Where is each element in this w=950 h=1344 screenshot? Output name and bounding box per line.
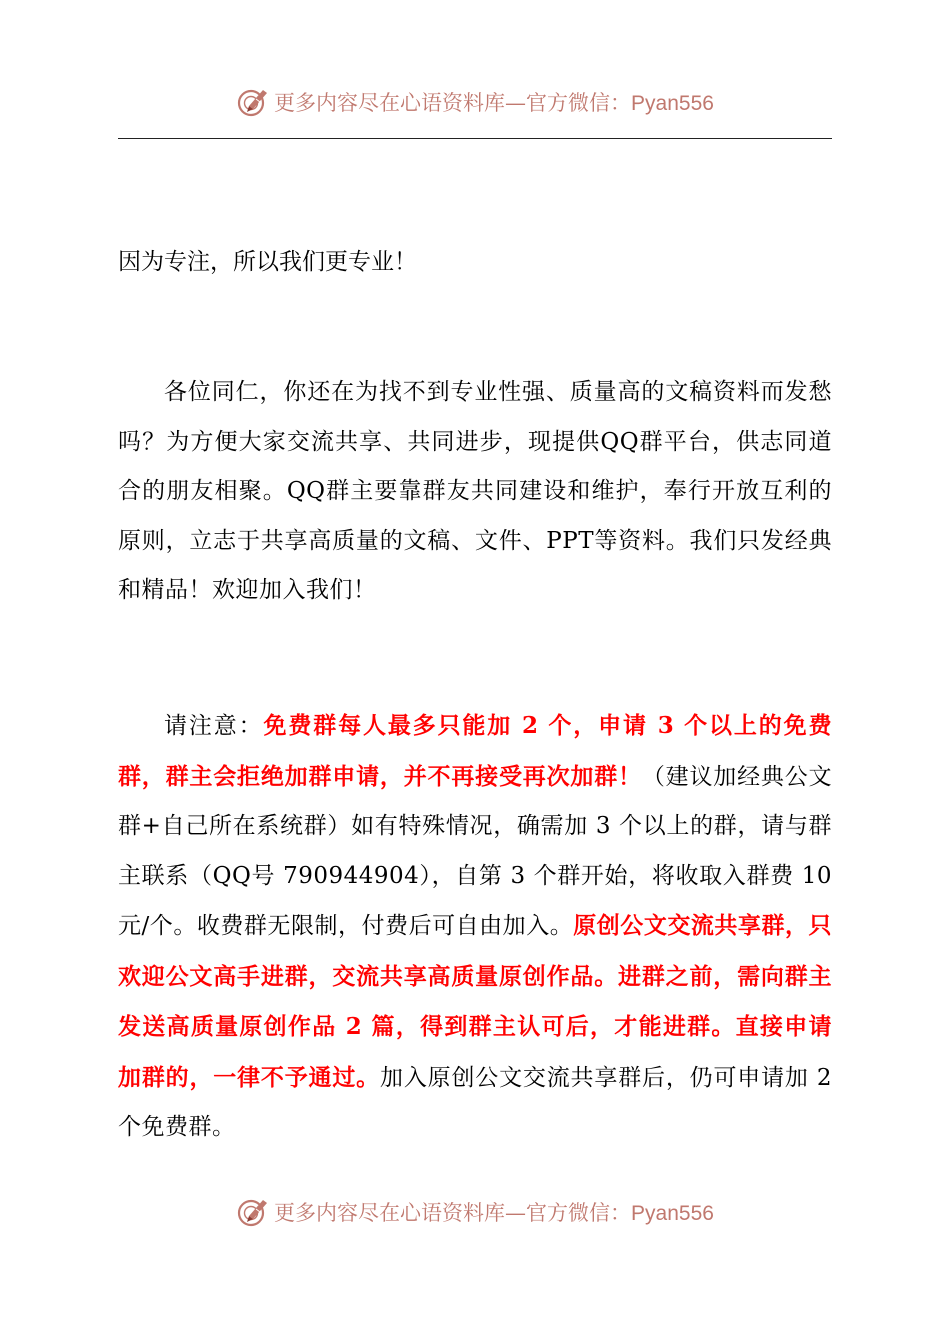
pen-nib-logo-icon <box>236 1195 270 1229</box>
intro-paragraph: 各位同仁，你还在为找不到专业性强、质量高的文稿资料而发愁吗？为方便大家交流共享、共同进步，现提供QQ群平台，供志同道合的朋友相聚。QQ群主要靠群友共同建设和维护，奉行开放互利的原则，立志于共享高质量的文稿、文件、PPT等资料。我们只发经典和精品！欢迎加入我们！ <box>118 379 832 603</box>
header-wechat-id: Pyan556 <box>631 92 714 115</box>
pen-nib-logo-icon <box>236 85 270 119</box>
original-group-rule: 原创公文交流共享群，只欢迎公文高手进群，交流共享高质量原创作品。进群之前，需向群主发送高质量原创作品 2 篇，得到群主认可后，才能进群。直接申请加群的，一律不予通过。 <box>118 912 833 1091</box>
footer-banner-text: 更多内容尽在心语资料库—官方微信：Pyan556 <box>274 1201 714 1225</box>
header-divider <box>118 138 832 139</box>
footer-wechat-id: Pyan556 <box>631 1202 714 1225</box>
free-group-rule: 免费群每人最多只能加 2 个，申请 3 个以上的免费群，群主会拒绝加群申请，并不再接受再次加群！ <box>118 712 832 790</box>
footer-banner <box>0 1192 950 1232</box>
header-banner <box>0 82 950 122</box>
notice-detail: （建议加经典公文群+自己所在系统群）如有特殊情况，确需加 3 个以上的群，请与群主联系（QQ号 790944904），自第 3 个群开始，将收取入群费 10 元/个。收费群无限制，付费后可自由加入。 <box>118 763 833 939</box>
notice-paragraph <box>118 701 832 1153</box>
slogan-heading: 因为专注，所以我们更专业！ <box>118 249 417 275</box>
notice-closing: 加入原创公文交流共享群后，仍可申请加 2 个免费群。 <box>118 1064 833 1140</box>
header-banner-text: 更多内容尽在心语资料库—官方微信：Pyan556 <box>274 91 714 115</box>
notice-label: 请注意： <box>164 713 264 739</box>
